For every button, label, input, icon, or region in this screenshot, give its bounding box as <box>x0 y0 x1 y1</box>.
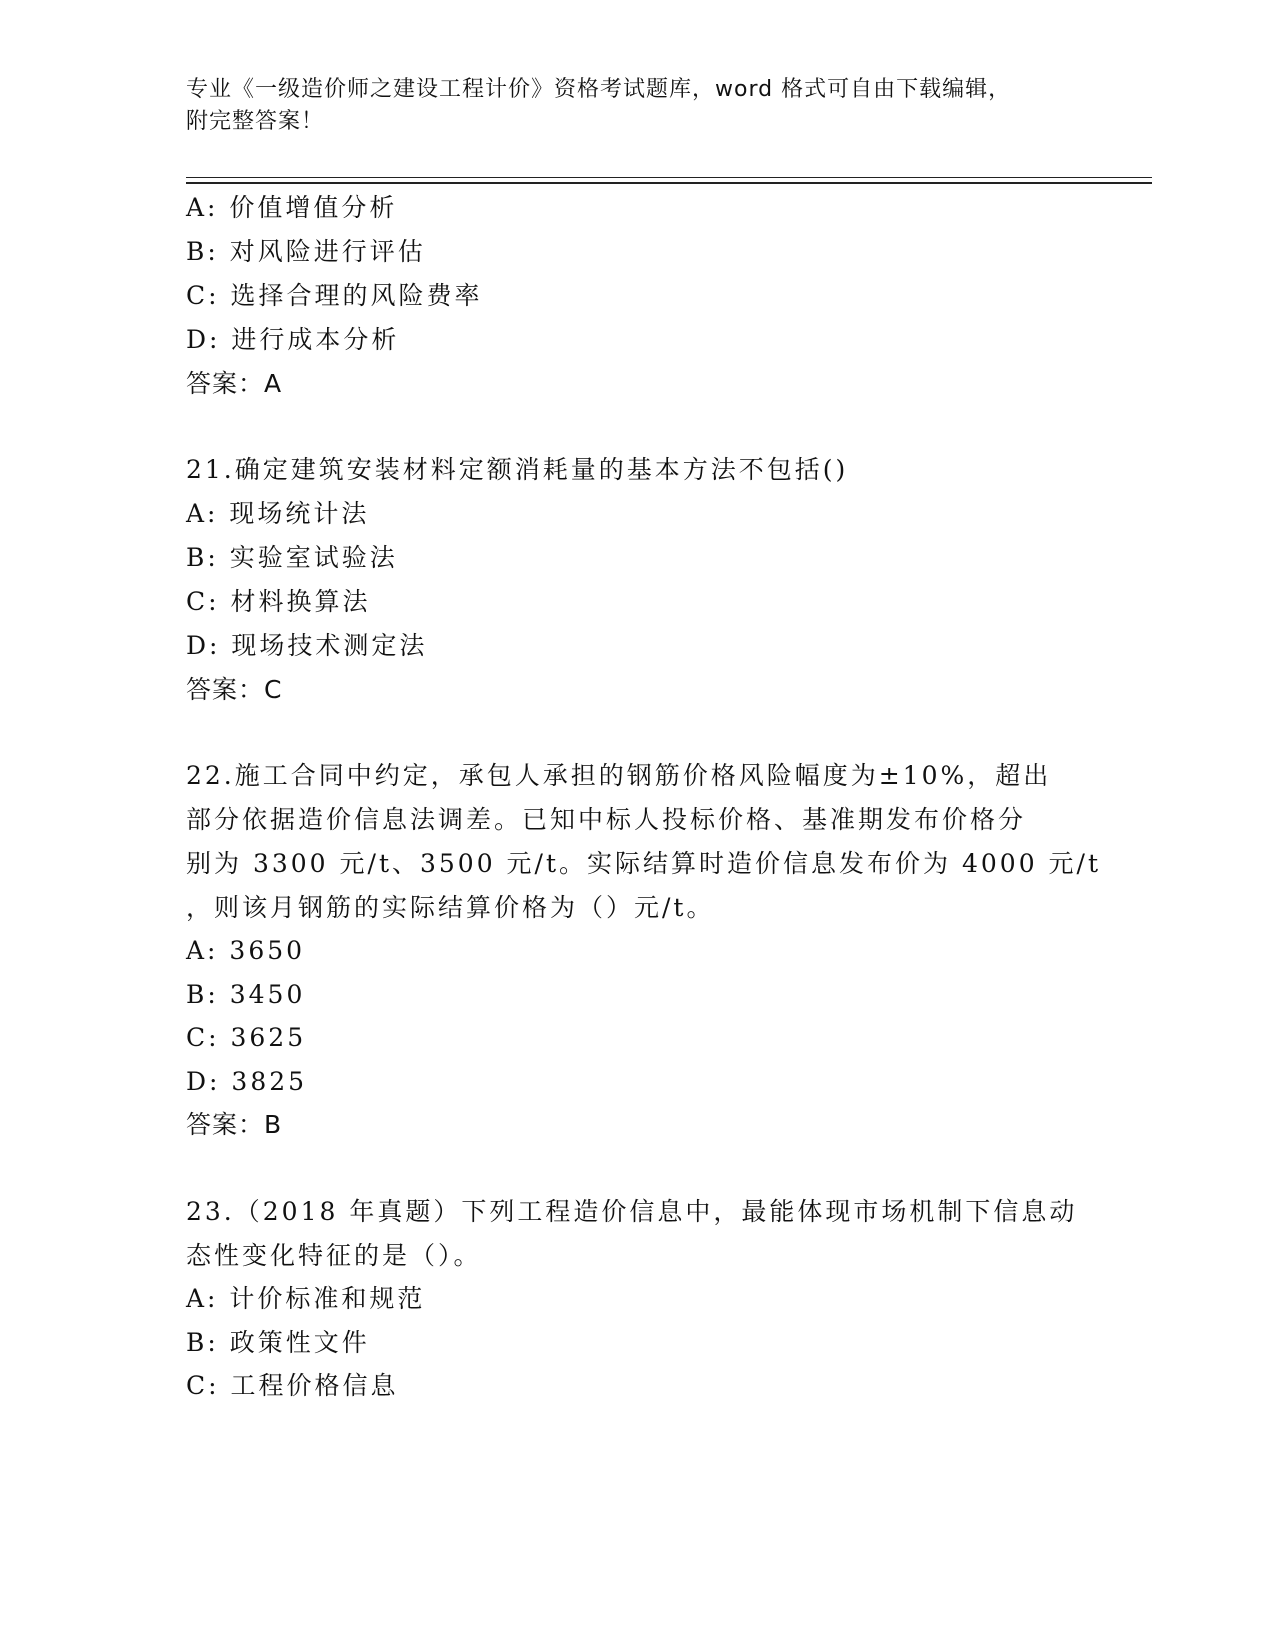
question-22-stem-line-2: 部分依据造价信息法调差。已知中标人投标价格、基准期发布价格分 <box>186 805 1027 834</box>
option-d: D: 进行成本分析 <box>186 325 400 354</box>
q22-answer: 答案：B <box>186 1110 283 1139</box>
document-header <box>186 74 1086 138</box>
option-c: C: 选择合理的风险费率 <box>186 281 483 310</box>
header-line-1: 专业《一级造价师之建设工程计价》资格考试题库，word 格式可自由下载编辑， <box>186 77 1012 102</box>
q21-option-a: A: 现场统计法 <box>186 499 370 528</box>
header-line-2: 附完整答案！ <box>186 109 325 134</box>
q21-option-d: D: 现场技术测定法 <box>186 631 428 660</box>
answer-line: 答案：A <box>186 369 283 398</box>
header-divider-thick <box>186 182 1152 184</box>
question-22-stem-line-1: 22.施工合同中约定，承包人承担的钢筋价格风险幅度为±10%，超出 <box>186 761 1052 790</box>
option-b: B: 对风险进行评估 <box>186 237 426 266</box>
q21-option-b: B: 实验室试验法 <box>186 543 398 572</box>
question-22-stem-line-4: ，则该月钢筋的实际结算价格为（）元/t。 <box>186 893 715 922</box>
question-23-stem-line-2: 态性变化特征的是（）。 <box>186 1241 482 1270</box>
q23-option-b: B: 政策性文件 <box>186 1328 370 1357</box>
header-divider-thin <box>186 177 1152 178</box>
question-21-stem: 21.确定建筑安装材料定额消耗量的基本方法不包括() <box>186 455 849 484</box>
q23-option-a: A: 计价标准和规范 <box>186 1284 426 1313</box>
question-22-stem-line-3: 别为 3300 元/t、3500 元/t。实际结算时造价信息发布价为 4000 元/t <box>186 849 1102 878</box>
q22-option-c: C: 3625 <box>186 1023 307 1052</box>
q22-option-a: A: 3650 <box>186 936 306 965</box>
q23-option-c: C: 工程价格信息 <box>186 1371 399 1400</box>
option-a: A: 价值增值分析 <box>186 193 398 222</box>
q21-option-c: C: 材料换算法 <box>186 587 371 616</box>
question-23-stem-line-1: 23.（2018 年真题）下列工程造价信息中，最能体现市场机制下信息动 <box>186 1197 1078 1226</box>
q21-answer: 答案：C <box>186 675 283 704</box>
q22-option-d: D: 3825 <box>186 1067 308 1096</box>
q22-option-b: B: 3450 <box>186 980 306 1009</box>
